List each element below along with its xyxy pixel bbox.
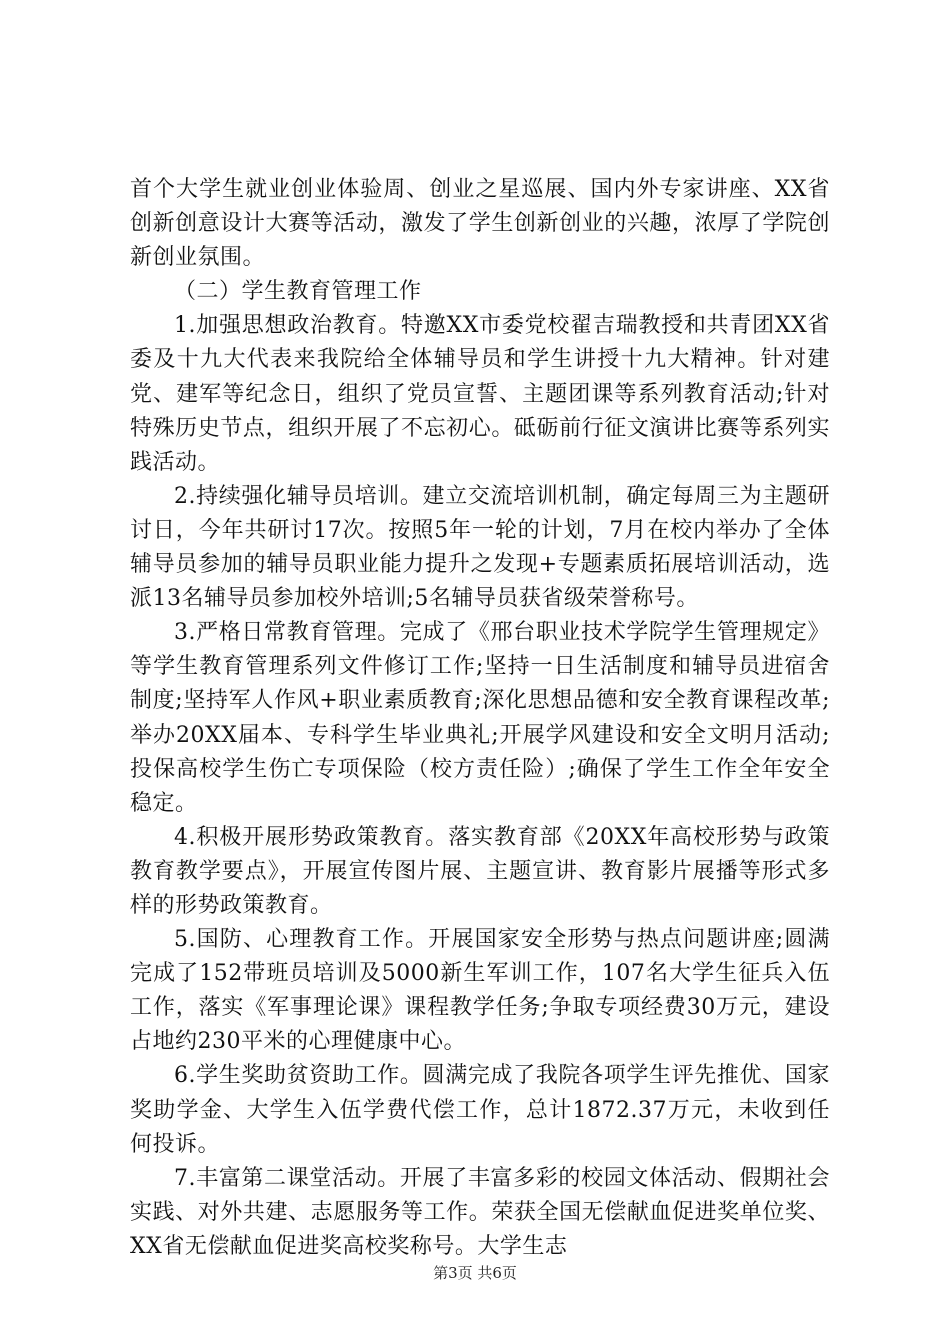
paragraph-item-2: 2.持续强化辅导员培训。建立交流培训机制，确定每周三为主题研讨日，今年共研讨17次。按照5年一轮的计划，7月在校内举办了全体辅导员参加的辅导员职业能力提升之发现+专题素质拓展培训活动，选派13名辅导员参加校外培训;5名辅导员获省级荣誉称号。 (130, 483, 830, 612)
paragraph-item-5: 5.国防、心理教育工作。开展国家安全形势与热点问题讲座;圆满完成了152带班员培训及5000新生军训工作，107名大学生征兵入伍工作，落实《军事理论课》课程教学任务;争取专项经费30万元，建设占地约230平米的心理健康中心。 (130, 927, 830, 1055)
document-body (130, 173, 830, 1264)
paragraph-item-6: 6.学生奖助贫资助工作。圆满完成了我院各项学生评先推优、国家奖助学金、大学生入伍学费代偿工作，总计1872.37万元，未收到任何投诉。 (130, 1063, 830, 1157)
paragraph-item-7: 7.丰富第二课堂活动。开展了丰富多彩的校园文体活动、假期社会实践、对外共建、志愿服务等工作。荣获全国无偿献血促进奖单位奖、XX省无偿献血促进奖高校奖称号。大学生志 (130, 1165, 830, 1259)
paragraph-item-4: 4.积极开展形势政策教育。落实教育部《20XX年高校形势与政策教育教学要点》，开展宣传图片展、主题宣讲、教育影片展播等形式多样的形势政策教育。 (130, 824, 830, 918)
paragraph-continuation: 首个大学生就业创业体验周、创业之星巡展、国内外专家讲座、XX省创新创意设计大赛等活动，激发了学生创新创业的兴趣，浓厚了学院创新创业氛围。 (130, 177, 830, 271)
page-footer: 第3页 共6页 (433, 1264, 517, 1282)
section-heading: （二）学生教育管理工作 (174, 279, 422, 305)
paragraph-item-1: 1.加强思想政治教育。特邀XX市委党校翟吉瑞教授和共青团XX省委及十九大代表来我院给全体辅导员和学生讲授十九大精神。针对建党、建军等纪念日，组织了党员宣誓、主题团课等系列教育活动;针对特殊历史节点，组织开展了不忘初心。砥砺前行征文演讲比赛等系列实践活动。 (130, 313, 830, 475)
paragraph-item-3: 3.严格日常教育管理。完成了《邢台职业技术学院学生管理规定》等学生教育管理系列文件修订工作;坚持一日生活制度和辅导员进宿舍制度;坚持军人作风+职业素质教育;深化思想品德和安全教育课程改革;举办20XX届本、专科学生毕业典礼;开展学风建设和安全文明月活动;投保高校学生伤亡专项保险（校方责任险）;确保了学生工作全年安全稳定。 (130, 620, 830, 816)
